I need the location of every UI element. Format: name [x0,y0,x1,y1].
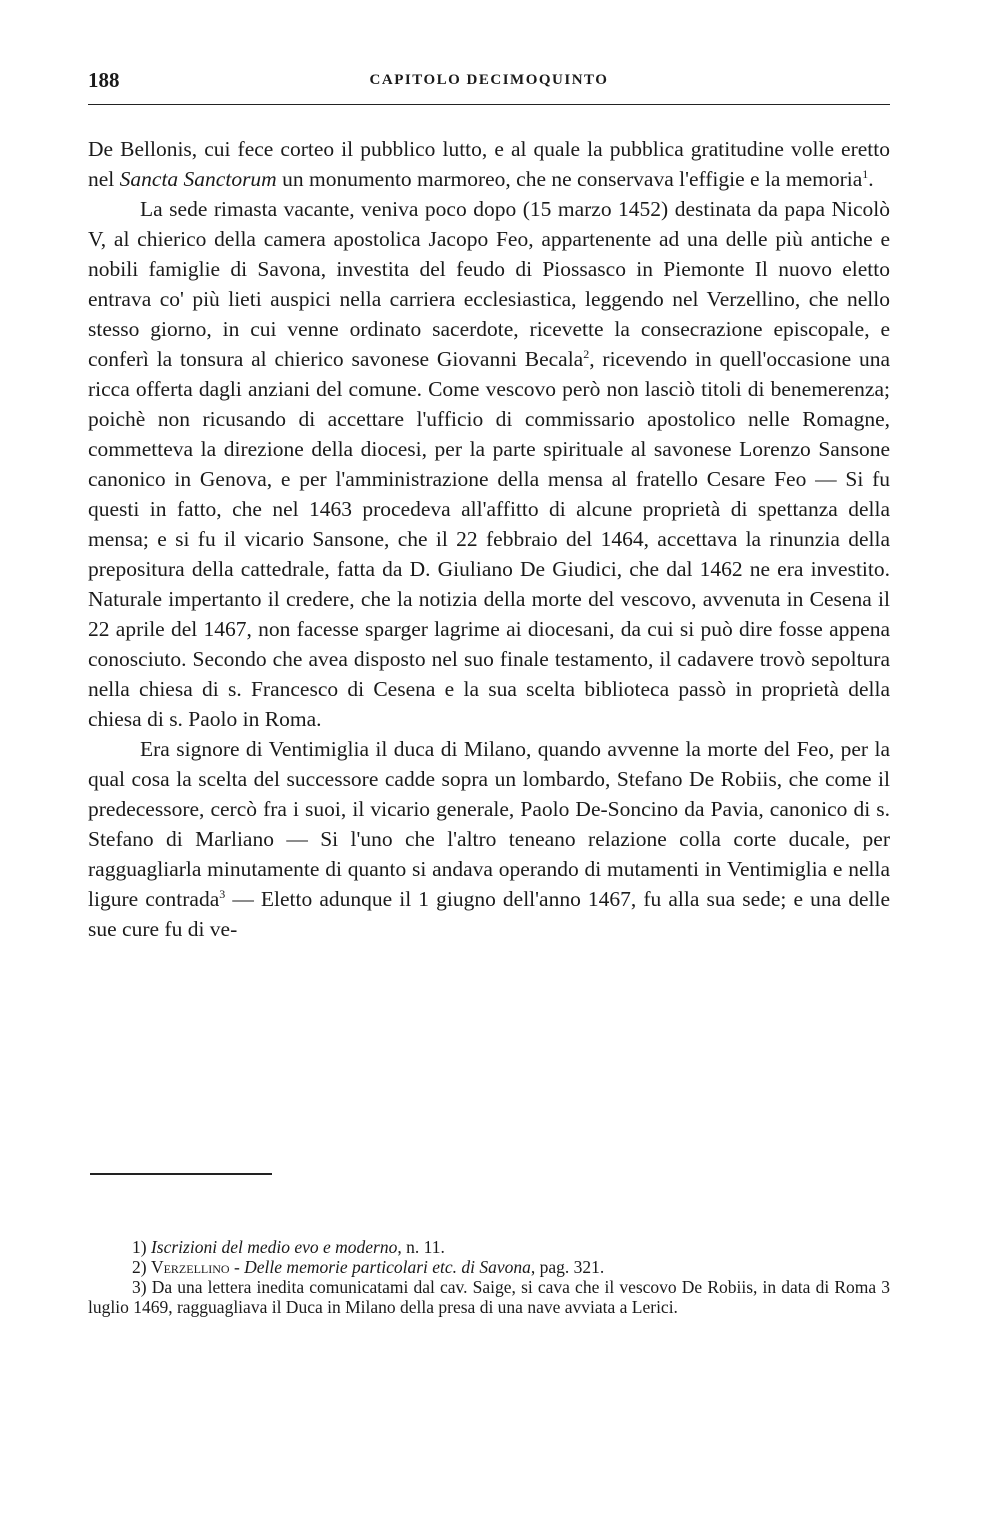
running-title: CAPITOLO DECIMOQUINTO [369,72,609,88]
footnote-1: 1) Iscrizioni del medio evo e moderno, n. 11. [132,1237,445,1257]
paragraph-1: De Bellonis, cui fece corteo il pubblico lutto, e al quale la pubblica gratitudine volle eretto nel Sancta Sanctorum un monumento marmoreo, che ne conservava l'effigie e la memoria$^1$. [88,137,890,191]
footnote-ref: 1 [862,167,869,181]
footnote-ref: 2 [583,347,590,361]
page-number: 188 [88,68,120,92]
paragraph-3: Era signore di Ventimiglia il duca di Milano, quando avvenne la morte del Feo, per la qual cosa la scelta del successore cadde sopra un lombardo, Stefano De Robiis, che come il predecessore, cercò fra i suoi, il vicario generale, Paolo De-Soncino da Pavia, canonico di s. Stefano di Marliano — Si l'uno che l'altro teneano relazione colla corte ducale, per ragguagliarla minutamente di quanto si andava operando di mutamenti in Ventimiglia e nella ligure contrada$^3$ — Eletto adunque il 1 giugno dell'anno 1467, fu alla sua sede; e una delle sue cure fu di ve- [88,737,890,941]
main-text [88,134,890,944]
header-divider [88,104,890,105]
paragraph-2: La sede rimasta vacante, veniva poco dopo (15 marzo 1452) destinata da papa Nicolò V, al chierico della camera apostolica Jacopo Feo, appartenente ad una delle più antiche e nobili famiglie di Savona, investita del feudo di Piossasco in Piemonte Il nuovo eletto entrava co' più lieti auspici nella carriera ecclesiastica, leggendo nel Verzellino, che nello stesso giorno, in cui venne ordinato sacerdote, ricevette la consecrazione episcopale, e conferì la tonsura al chierico savonese Giovanni Becala$^2$, ricevendo in quell'occasione una ricca offerta dagli anziani del comune. Come vescovo però non lasciò titoli di benemerenza; poichè non ricusando di accettare l'ufficio di commissario apostolico nelle Romagne, commetteva la direzione della diocesi, per la parte spirituale al savonese Lorenzo Sansone canonico in Genova, e per l'amministrazione della mensa al fratello Cesare Feo — Si fu questi in fatto, che nel 1463 procedeva all'affitto di alcune proprietà di spettanza della mensa; e si fu il vicario Sansone, che il 22 febbraio del 1464, accettava la rinunzia della prepositura della cattedrale, fatta da D. Giuliano De Giudici, che dal 1462 ne era investito. Naturale impertanto il credere, che la notizia della morte del vescovo, avvenuta in Cesena il 22 aprile del 1467, non facesse sparger lagrime ai diocesani, da cui si può dire fosse appena conosciuto. Secondo che avea disposto nel suo finale testamento, il cadavere trovò sepoltura nella chiesa di s. Francesco di Cesena e la sua scelta biblioteca passò in proprietà della chiesa di s. Paolo in Roma. [88,197,890,731]
italic-phrase: Sancta Sanctorum [119,167,277,191]
footnote-divider [90,1173,272,1175]
page-header [88,68,890,98]
footnotes [88,1237,890,1317]
footnote-2: 2) Verzellino - Delle memorie particolari etc. di Savona, pag. 321. [132,1257,605,1277]
footnote-ref: 3 [219,887,226,901]
footnote-3: 3) Da una lettera inedita comunicatami dal cav. Saige, si cava che il vescovo De Robiis, in data di Roma 3 luglio 1469, ragguagliava il Duca in Milano della presa di una nave avviata a Lerici. [88,1277,890,1317]
